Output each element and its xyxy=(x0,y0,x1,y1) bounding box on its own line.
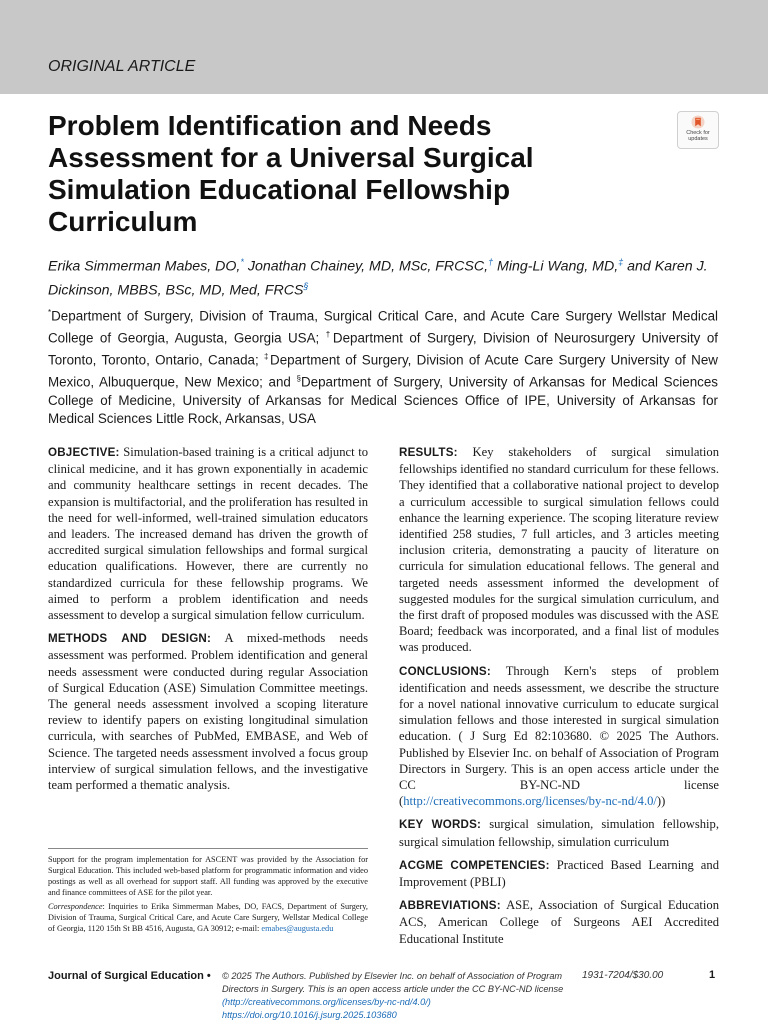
abstract-objective xyxy=(48,444,368,623)
footer-copyright: © 2025 The Authors. Published by Elsevier Inc. on behalf of Association of Program Directors in Surgery. This is an open access article under the CC BY-NC-ND license xyxy=(222,971,564,994)
article-type-label: ORIGINAL ARTICLE xyxy=(48,58,196,75)
abbreviations-heading: ABBREVIATIONS: xyxy=(399,899,501,913)
author-mark[interactable]: † xyxy=(488,257,494,267)
abstract-conclusions xyxy=(399,663,719,810)
keywords-heading: KEY WORDS: xyxy=(399,818,482,832)
author-list xyxy=(48,253,728,300)
abstract-acgme xyxy=(399,857,719,890)
affiliation-mark: † xyxy=(325,329,333,339)
affiliation-text: Department of Surgery, University of Arkansas for Medical Sciences College of Medicine, University of Arkansas for Medical Sciences Office of IPE, University of Arkansas for Medical Sciences Little Rock, Arkansas, USA xyxy=(48,374,718,427)
footer-license-link[interactable]: (http://creativecommons.org/licenses/by-nc-nd/4.0/) xyxy=(222,997,431,1007)
methods-text: A mixed-methods needs assessment was performed. Problem identification and general needs assessment were conducted during regular Association of Surgical Education (ASE) Simulation Committee meetings. The general needs assessment involved a scoping literature review to identify papers on existing longitudinal simulation curricula, with searches of PubMed, EMBASE, and Web of Science. The targeted needs assessment involved a focus group interview of surgical simulation fellows, and the investigative team performed a thematic analysis. xyxy=(48,631,368,793)
abstract-right-column xyxy=(399,444,719,954)
results-heading: RESULTS: xyxy=(399,446,458,459)
article-title: Problem Identification and Needs Assessment for a Universal Surgical Simulation Educational Fellowship Curriculum xyxy=(48,110,534,237)
author-mark[interactable]: § xyxy=(303,280,309,291)
correspondence-text: : Inquiries to Erika Simmerman Mabes, DO, FACS, Department of Surgery, Division of Trauma, Surgical Critical Care, and Acute Care Surgery, Wellstar Medical College of Georgia, 1120 15th St BB 4516, Augusta, GA 30912; e-mail: xyxy=(48,902,368,933)
author-name: Ming-Li Wang, MD, xyxy=(497,258,619,275)
keywords-text: surgical simulation, simulation fellowship, surgical simulation fellowship, simulation curriculum xyxy=(399,817,719,849)
abstract-abbreviations xyxy=(399,897,719,947)
article-type-banner xyxy=(0,0,768,94)
conclusions-heading: CONCLUSIONS: xyxy=(399,664,491,678)
objective-text: Simulation-based training is a critical adjunct to clinical medicine, and it has grown exponentially in academic and community healthcare settings in recent decades. The expansion is multifactorial, and the proliferation has resulted in the need for well-informed, well-trained simulation educators and leaders. The increased demand has driven the growth of accredited surgical simulation fellowships and formal surgical education qualifications. However, there are currently no standardized curricula for these fellowship programs. We aimed to perform a problem identification and needs assessment to develop a surgical simulation fellow curriculum. xyxy=(48,445,368,623)
doi-link[interactable]: https://doi.org/10.1016/j.jsurg.2025.103680 xyxy=(222,1010,397,1020)
first-page-footnote xyxy=(48,848,368,937)
methods-heading: METHODS AND DESIGN: xyxy=(48,632,212,646)
acgme-text: Practiced Based Learning and Improvement (PBLI) xyxy=(399,857,719,890)
funding-note: Support for the program implementation for ASCENT was provided by the Association for Surgical Education. This included web-based platform for programmatic information and video postings as well as all overhead for support staff. All funding was approved by the executive and finance committees of ASE for the pilot year. xyxy=(48,855,368,897)
results-text: Key stakeholders of surgical simulation fellowships identified no standard curriculum for these fellows. They identified that a collaborative national project to develop a curriculum accessible to surgical simulation fellows could enhance the learning experience. The scoping literature review identified 258 studies, 7 full articles, and 3 articles meeting inclusion criteria, demonstrating a paucity of literature on curricula for simulation educational fellows. The general and targeted needs assessment informed the development of suggested modules for the surgical simulation curriculum, and the first draft of proposed modules was discussed with the ASE Board; feedback was incorporated, and a final list of modules was produced. xyxy=(399,445,719,655)
conclusions-end: )) xyxy=(656,794,666,809)
abstract-methods xyxy=(48,630,368,793)
affiliation-text: Department of Surgery, Division of Acute Care Surgery University of New Mexico, Albuquerque, New Mexico; and xyxy=(48,352,718,390)
email-link[interactable]: emabes@augusta.edu xyxy=(261,924,334,933)
journal-name: Journal of Surgical Education • xyxy=(48,970,211,982)
acgme-heading: ACGME COMPETENCIES: xyxy=(399,858,550,872)
author-mark[interactable]: * xyxy=(240,257,244,267)
issn-price: 1931-7204/$30.00 xyxy=(582,970,664,981)
correspondence-note xyxy=(48,901,368,934)
affiliation-mark: ‡ xyxy=(264,351,271,361)
author-name: Erika Simmerman Mabes, DO, xyxy=(48,258,241,275)
affiliation-mark: * xyxy=(48,308,52,317)
abstract-results xyxy=(399,444,719,656)
page-number: 1 xyxy=(709,969,716,981)
affiliation-text: Department of Surgery, Division of Neurosurgery University of Toronto, Toronto, Ontario, Canada; xyxy=(48,330,718,368)
check-for-updates-badge[interactable] xyxy=(677,111,719,149)
affiliation-text: Department of Surgery, Division of Trauma, Surgical Critical Care, and Acute Care Surgery Wellstar Medical College of Georgia, Augusta, Georgia USA; xyxy=(48,308,718,346)
footer-license xyxy=(222,970,572,1022)
author-name: Karen J. Dickinson, MBBS, BSc, MD, Med, FRCS xyxy=(48,258,708,299)
author-name: Jonathan Chainey, MD, MSc, FRCSC, xyxy=(247,258,489,275)
correspondence-label: Correspondence xyxy=(48,902,103,911)
check-for-updates-label: Check for updates xyxy=(686,130,710,142)
affiliation-mark: § xyxy=(296,373,301,383)
author-mark[interactable]: ‡ xyxy=(618,257,624,267)
license-link[interactable]: http://creativecommons.org/licenses/by-nc-nd/4.0/ xyxy=(403,794,657,809)
authors-joiner: and xyxy=(627,258,651,275)
abbreviations-text: ASE, Association of Surgical Education ACS, American College of Surgeons AEI Accredited Educational Institute xyxy=(399,898,719,946)
abstract-keywords xyxy=(399,816,719,849)
abstract-left-column xyxy=(48,444,368,800)
bookmark-icon xyxy=(691,115,705,129)
objective-heading: OBJECTIVE: xyxy=(48,446,120,459)
affiliations xyxy=(48,304,718,429)
conclusions-text: Through Kern's steps of problem identification and needs assessment, we describe the structure for a novel national innovative curriculum to educate surgical simulation fellows and those interested in surgical simulation education. ( J Surg Ed 82:103680. © 2025 The Authors. Published by Elsevier Inc. on behalf of Association of Program Directors in Surgery. This is an open access article under the CC BY-NC-ND license ( xyxy=(399,663,719,809)
